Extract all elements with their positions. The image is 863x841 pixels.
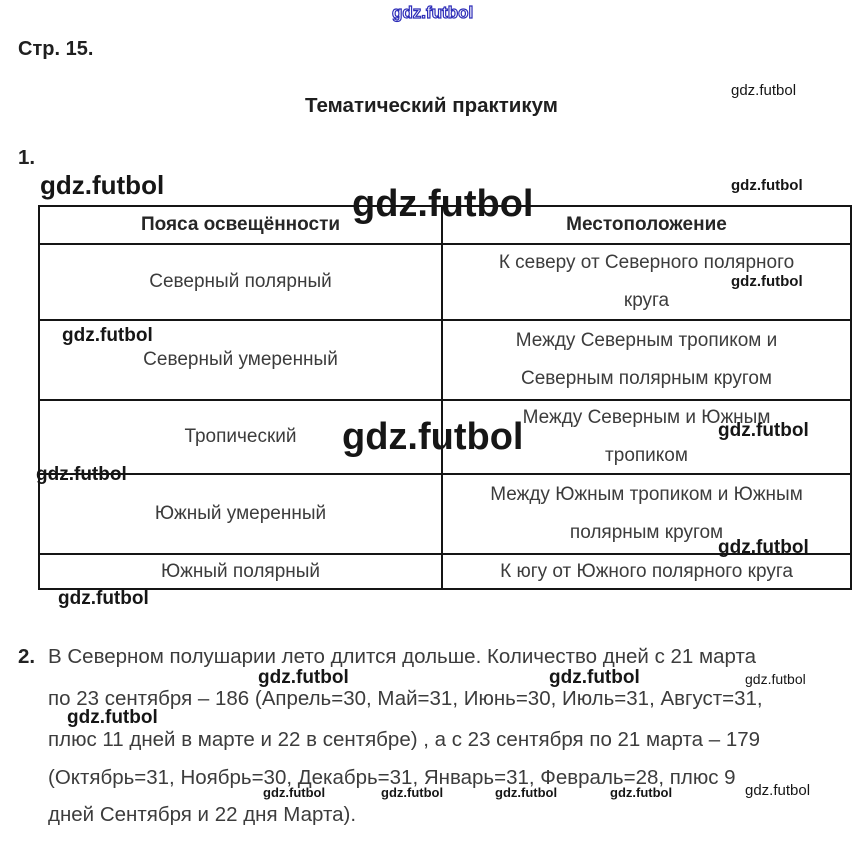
belt-cell: Южный умеренный: [40, 475, 443, 553]
location-line: К северу от Северного полярного: [498, 252, 795, 273]
belt-cell: Северный умеренный: [40, 321, 443, 399]
belt-cell: Южный полярный: [40, 555, 443, 588]
watermark-below-table-left: gdz.futbol: [58, 588, 149, 609]
belt-cell: Тропический: [40, 401, 443, 473]
watermark-para-line1-b: gdz.futbol: [549, 667, 640, 688]
watermark-header-right: gdz.futbol: [731, 82, 797, 99]
location-line: тропиком: [605, 445, 688, 466]
location-line: полярным кругом: [569, 522, 724, 543]
paragraph-line: (Октябрь=31, Ноябрь=30, Декабрь=31, Январь=31, Февраль=28, плюс 9: [48, 766, 736, 789]
watermark-above-table-right: gdz.futbol: [731, 177, 803, 194]
watermark-bottom-3: gdz.futbol: [495, 785, 558, 800]
page-title: Тематический практикум: [305, 94, 558, 117]
location-line: Между Северным тропиком и: [515, 330, 778, 351]
location-cell: [443, 245, 850, 319]
watermark-bottom-right: gdz.futbol: [745, 782, 811, 799]
watermark-row1-right: gdz.futbol: [731, 273, 803, 290]
location-cell: [443, 555, 850, 588]
item-1-number: 1.: [18, 146, 36, 169]
watermark-row2-left: gdz.futbol: [62, 325, 153, 346]
location-line: Между Южным тропиком и Южным: [490, 484, 803, 505]
belt-cell: Северный полярный: [40, 245, 443, 319]
page-label: Стр. 15.: [18, 38, 94, 60]
paragraph-line: плюс 11 дней в марте и 22 в сентябре) , а с 23 сентября по 21 марта – 179: [48, 728, 761, 751]
watermark-para-line1-a: gdz.futbol: [258, 667, 349, 688]
location-line: Северным полярным кругом: [521, 368, 772, 389]
location-line: Между Северным и Южным: [522, 407, 771, 428]
table-row: [40, 553, 850, 588]
location-line: круга: [623, 290, 670, 311]
watermark-above-table-left: gdz.futbol: [40, 170, 165, 200]
table-row: [40, 243, 850, 319]
watermark-top-blue: gdz.futbol: [392, 3, 474, 22]
location-cell: [443, 321, 850, 399]
table-row: [40, 473, 850, 553]
watermark-row5-right: gdz.futbol: [718, 537, 809, 558]
watermark-table-header-giant: gdz.futbol: [352, 183, 534, 225]
table-row: [40, 399, 850, 473]
location-line: К югу от Южного полярного круга: [500, 560, 793, 582]
paragraph-line: по 23 сентября – 186 (Апрель=30, Май=31, Июнь=30, Июль=31, Август=31,: [48, 687, 763, 710]
table-header-row: [40, 207, 850, 243]
watermark-row4-left: gdz.futbol: [36, 464, 127, 485]
watermark-para-line2: gdz.futbol: [67, 707, 158, 728]
location-cell: [443, 401, 850, 473]
watermark-para-line1-c: gdz.futbol: [745, 671, 806, 687]
table-row: [40, 319, 850, 399]
table-header-location: Местоположение: [566, 214, 727, 235]
watermark-bottom-1: gdz.futbol: [263, 785, 326, 800]
watermark-bottom-2: gdz.futbol: [381, 785, 444, 800]
watermark-row3-giant: gdz.futbol: [342, 416, 524, 458]
illumination-belts-table: [38, 205, 852, 590]
paragraph-line: дней Сентября и 22 дня Марта).: [48, 803, 357, 826]
table-header-belt: Пояса освещённости: [40, 207, 443, 243]
paragraph-line: В Северном полушарии лето длится дольше. Количество дней с 21 марта: [48, 645, 757, 668]
watermark-row3-right: gdz.futbol: [718, 420, 809, 441]
location-cell: [443, 475, 850, 553]
item-2-number: 2.: [18, 645, 36, 668]
watermark-bottom-4: gdz.futbol: [610, 785, 673, 800]
